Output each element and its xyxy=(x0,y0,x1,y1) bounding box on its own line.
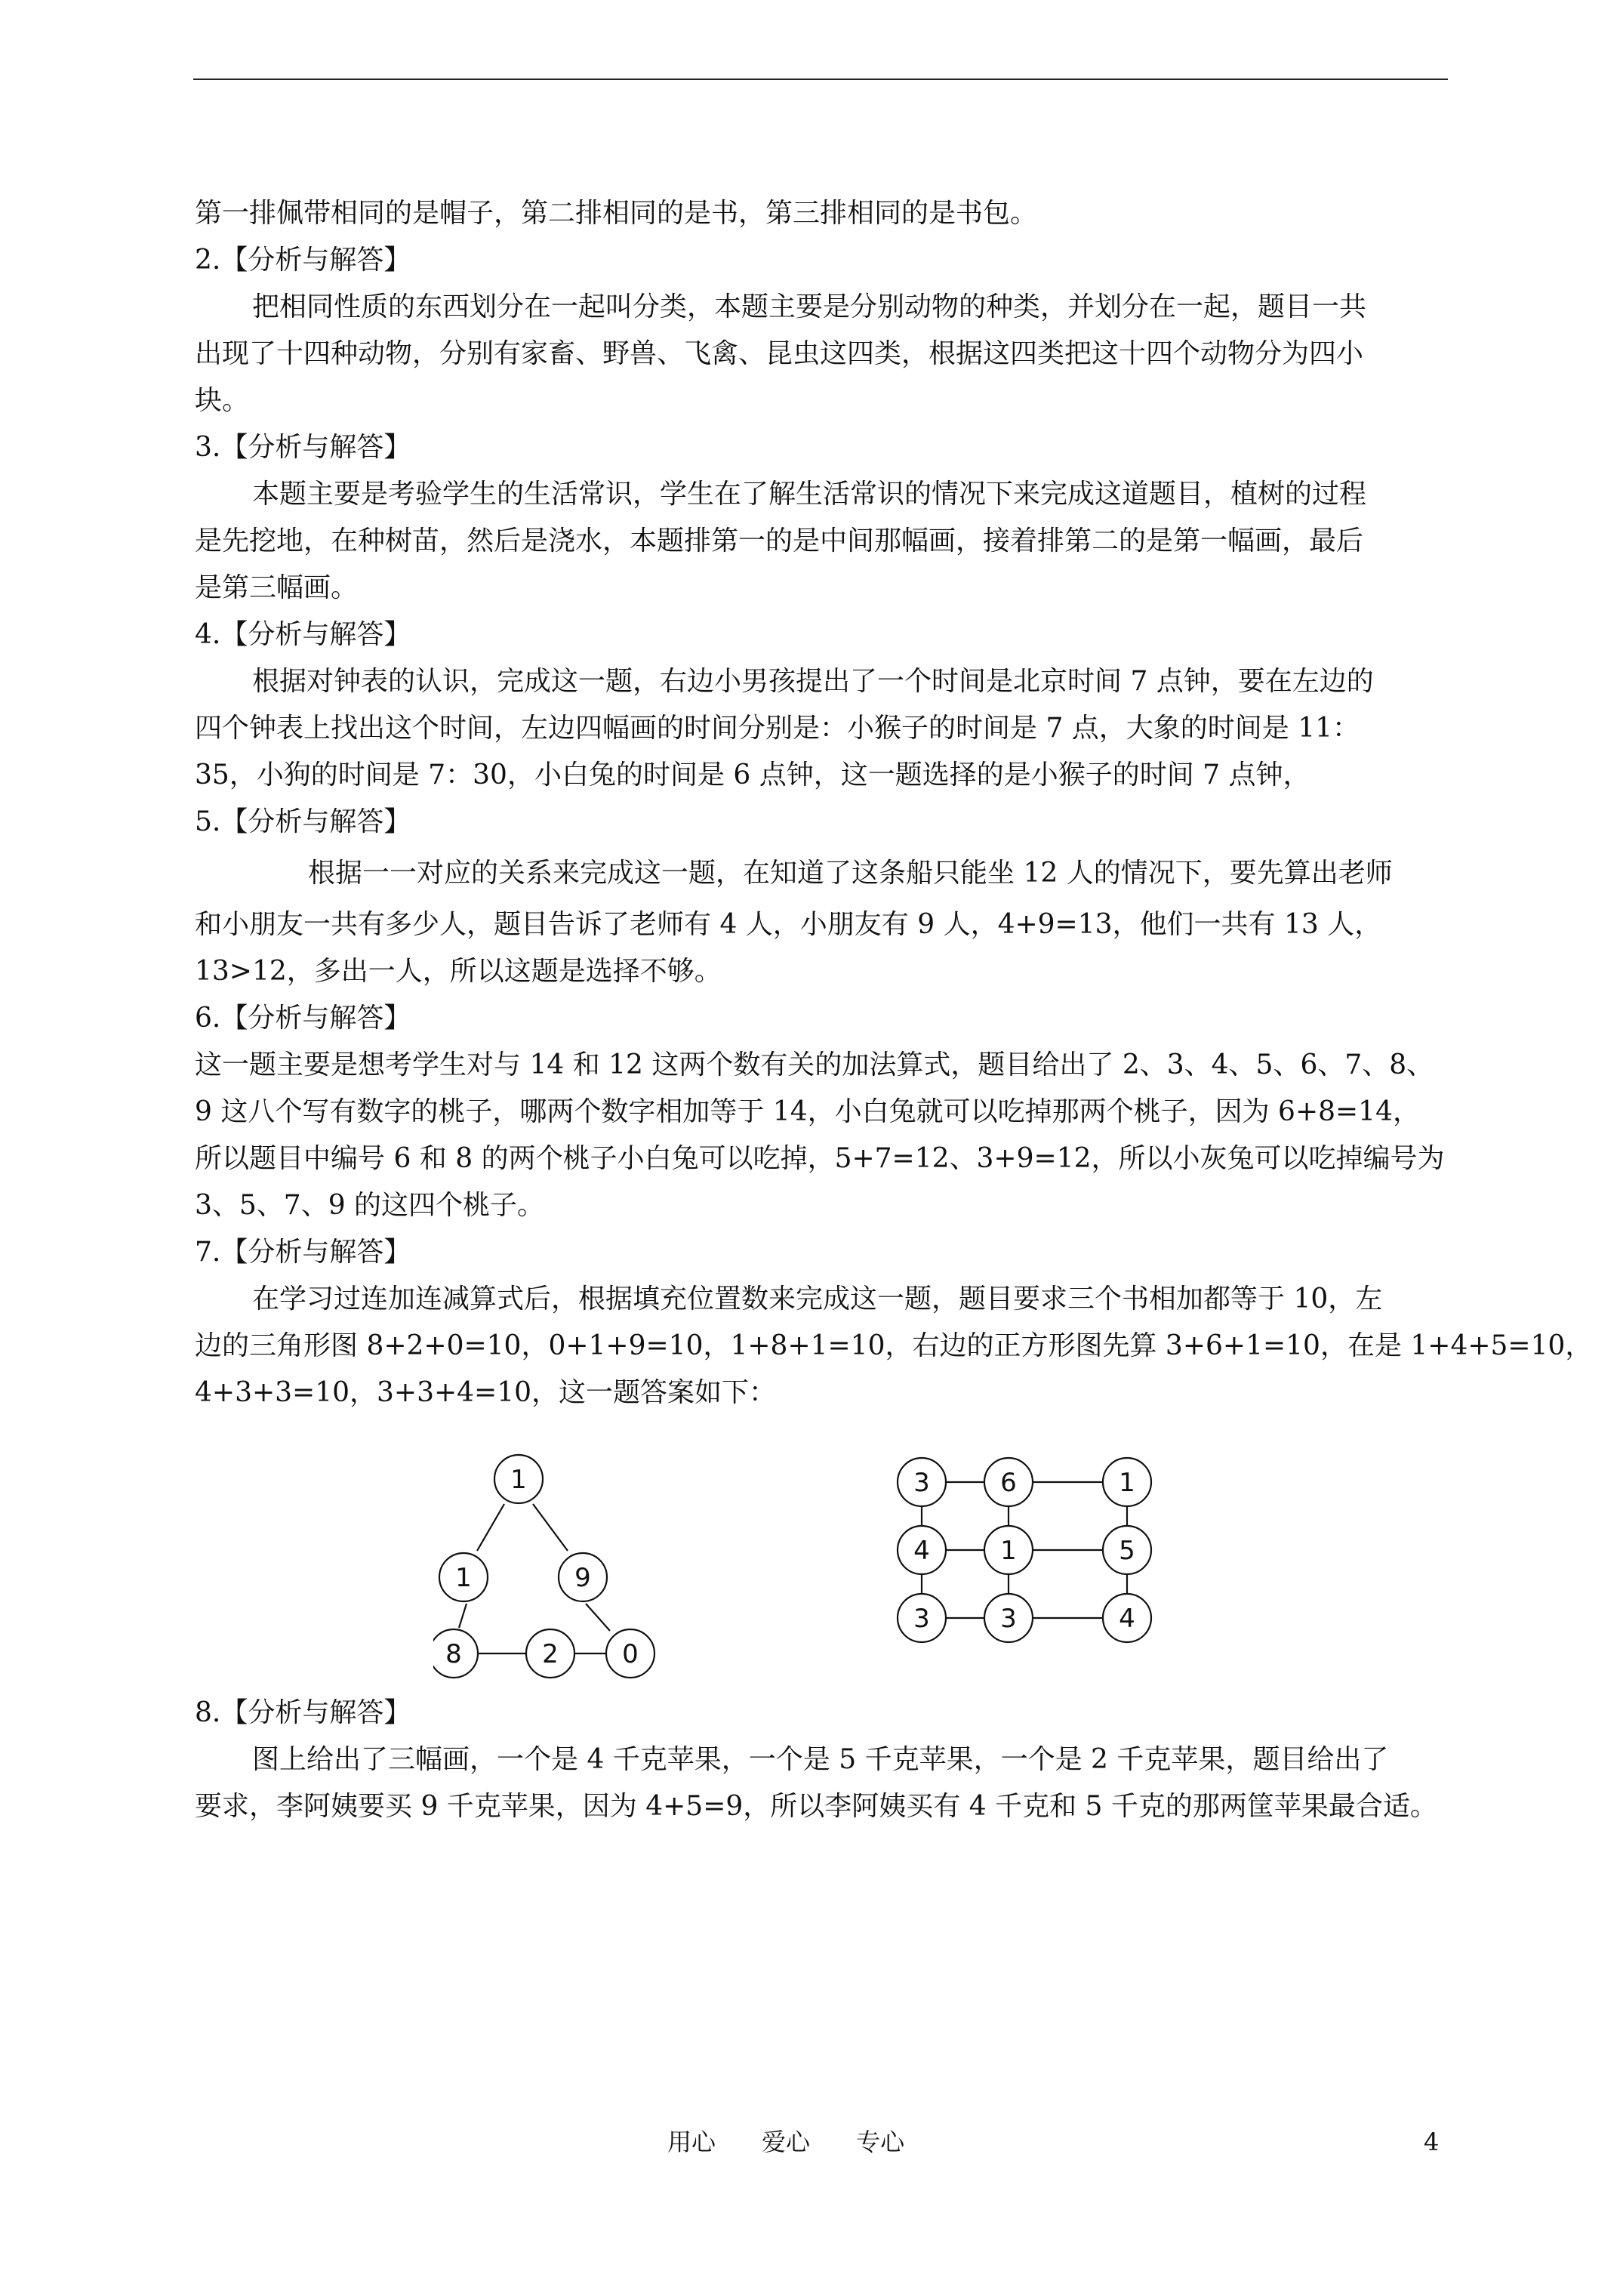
triangle-edge xyxy=(459,1604,467,1628)
grid-value-r1c1: 3 xyxy=(913,1468,930,1498)
section2-line-1: 把相同性质的东西划分在一起叫分类，本题主要是分别动物的种类，并划分在一起，题目一共 xyxy=(252,291,1367,322)
grid-value-r1c3: 1 xyxy=(1119,1468,1135,1498)
triangle-value-right-mid: 9 xyxy=(574,1563,591,1593)
section5-line-3: 13>12，多出一人，所以这题是选择不够。 xyxy=(195,956,722,987)
section6-line-4: 3、5、7、9 的这四个桃子。 xyxy=(195,1190,545,1221)
section1-text: 第一排佩带相同的是帽子，第二排相同的是书，第三排相同的是书包。 xyxy=(195,198,1038,229)
grid-value-r2c3: 5 xyxy=(1119,1536,1135,1566)
section3-line-1: 本题主要是考验学生的生活常识，学生在了解生活常识的情况下来完成这道题目，植树的过程 xyxy=(252,479,1367,510)
footer-text: 用心 爱心 专心 xyxy=(667,2128,905,2156)
triangle-edge xyxy=(586,1604,610,1631)
section6-line-3: 所以题目中编号 6 和 8 的两个桃子小白兔可以吃掉，5+7=12、3+9=12，所以小灰兔可以吃掉编号为 xyxy=(195,1143,1445,1174)
section6-line-2: 9 这八个写有数字的桃子，哪两个数字相加等于 14，小白兔就可以吃掉那两个桃子，因为 6+8=14， xyxy=(195,1096,1420,1127)
document-body xyxy=(195,190,1593,1830)
section4-heading: 4.【分析与解答】 xyxy=(195,619,411,650)
triangle-value-top: 1 xyxy=(510,1465,527,1495)
section2-heading: 2.【分析与解答】 xyxy=(195,245,411,276)
grid-value-r3c1: 3 xyxy=(913,1604,930,1634)
section7-line-2: 边的三角形图 8+2+0=10，0+1+9=10，1+8+1=10，右边的正方形图先算 3+6+1=10，在是 1+4+5=10， xyxy=(195,1330,1593,1361)
section2-line-2: 出现了十四种动物，分别有家畜、野兽、飞禽、昆虫这四类，根据这四类把这十四个动物分为四小 xyxy=(195,338,1364,369)
section4-line-1: 根据对钟表的认识，完成这一题，右边小男孩提出了一个时间是北京时间 7 点钟，要在左边的 xyxy=(252,666,1374,697)
triangle-value-bottom-right: 0 xyxy=(622,1639,639,1669)
triangle-value-bottom-left: 8 xyxy=(445,1639,462,1669)
page-number: 4 xyxy=(1424,2128,1440,2156)
section6-heading: 6.【分析与解答】 xyxy=(195,1003,411,1034)
section3-line-2: 是先挖地，在种树苗，然后是浇水，本题排第一的是中间那幅画，接着排第二的是第一幅画，最后 xyxy=(195,525,1364,556)
section2-line-3: 块。 xyxy=(195,385,250,416)
grid-value-r1c2: 6 xyxy=(1000,1468,1017,1498)
section4-line-2: 四个钟表上找出这个时间，左边四幅画的时间分别是：小猴子的时间是 7 点，大象的时间是 11： xyxy=(195,713,1360,744)
grid-diagram xyxy=(888,1422,1220,1679)
section6-line-1: 这一题主要是想考学生对与 14 和 12 这两个数有关的加法算式，题目给出了 2、3、4、5、6、7、8、 xyxy=(195,1049,1434,1080)
section4-line-3: 35，小狗的时间是 7：30，小白兔的时间是 6 点钟，这一题选择的是小猴子的时间 7 点钟， xyxy=(195,760,1310,791)
answer-diagrams xyxy=(195,1422,1448,1687)
grid-value-r3c3: 4 xyxy=(1119,1604,1135,1634)
section5-line-1: 根据一一对应的关系来完成这一题，在知道了这条船只能坐 12 人的情况下，要先算出老师 xyxy=(308,858,1393,889)
triangle-edge xyxy=(533,1504,568,1551)
section5-heading: 5.【分析与解答】 xyxy=(195,806,411,837)
section8-heading: 8.【分析与解答】 xyxy=(195,1697,411,1728)
section7-line-3: 4+3+3=10，3+3+4=10，这一题答案如下： xyxy=(195,1377,777,1408)
section7-line-1: 在学习过连加连减算式后，根据填充位置数来完成这一题，题目要求三个书相加都等于 10，左 xyxy=(252,1284,1383,1314)
triangle-edge xyxy=(477,1504,504,1551)
section8-line-2: 要求，李阿姨要买 9 千克苹果，因为 4+5=9，所以李阿姨买有 4 千克和 5 千克的那两筐苹果最合适。 xyxy=(195,1791,1437,1822)
section3-line-3: 是第三幅画。 xyxy=(195,572,359,603)
triangle-value-bottom-mid: 2 xyxy=(542,1639,559,1669)
section7-heading: 7.【分析与解答】 xyxy=(195,1237,411,1268)
grid-value-r2c2: 1 xyxy=(1000,1536,1017,1566)
page-footer xyxy=(0,2123,1623,2161)
section5-line-2: 和小朋友一共有多少人，题目告诉了老师有 4 人，小朋友有 9 人，4+9=13，他们一共有 13 人， xyxy=(195,909,1382,940)
section3-heading: 3.【分析与解答】 xyxy=(195,432,411,463)
grid-value-r2c1: 4 xyxy=(913,1536,930,1566)
header-rule xyxy=(193,79,1448,80)
triangle-value-left-mid: 1 xyxy=(455,1563,472,1593)
grid-value-r3c2: 3 xyxy=(1000,1604,1017,1634)
section8-line-1: 图上给出了三幅画，一个是 4 千克苹果，一个是 5 千克苹果，一个是 2 千克苹果，题目给出了 xyxy=(252,1744,1389,1775)
triangle-diagram xyxy=(433,1422,781,1679)
